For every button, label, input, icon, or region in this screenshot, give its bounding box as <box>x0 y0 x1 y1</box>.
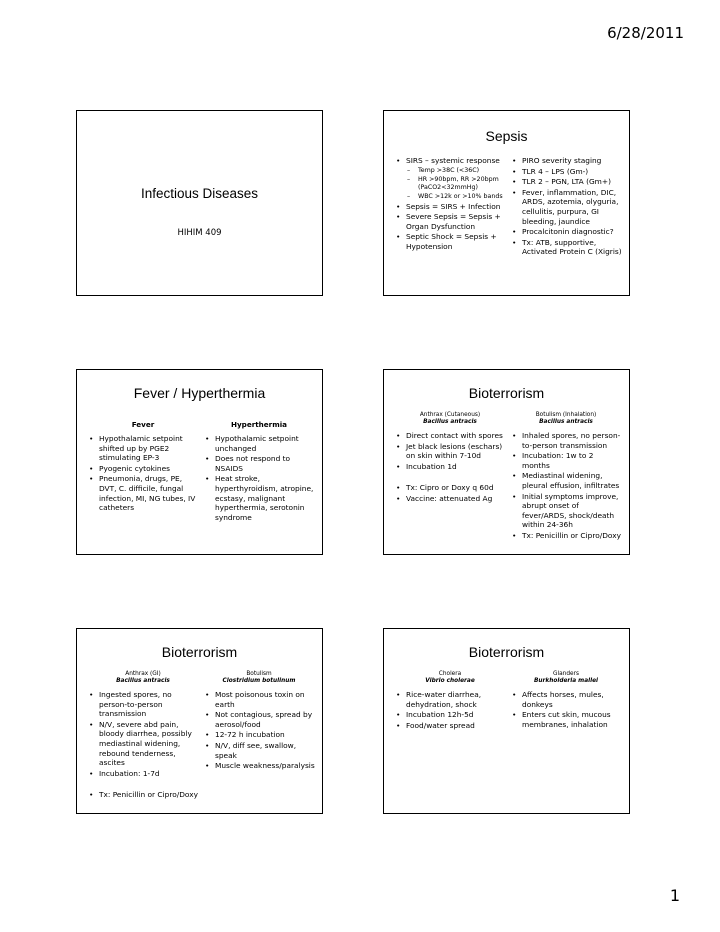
slide-title: Sepsis <box>485 128 528 144</box>
bullet: • Not contagious, spread by aerosol/food <box>203 710 315 729</box>
disease-name: Anthrax (GI) <box>125 671 161 677</box>
sub-bullet: – WBC >12k or >10% bands <box>394 193 506 201</box>
column-heading <box>394 671 506 685</box>
slide-bioterrorism-2 <box>76 628 323 814</box>
bullet: • Rice-water diarrhea, dehydration, shock <box>394 690 506 709</box>
bullet: • Food/water spread <box>394 721 506 731</box>
bullet: • Tx: Penicillin or Cipro/Doxy <box>510 531 622 541</box>
column-heading: Fever <box>131 420 155 429</box>
slide-title: Bioterrorism <box>468 644 545 660</box>
bullet: • Direct contact with spores <box>394 431 506 441</box>
bullet: • TLR 4 – LPS (Gm-) <box>510 167 622 177</box>
bullet: • TLR 2 – PGN, LTA (Gm+) <box>510 177 622 187</box>
slide-title: Bioterrorism <box>161 644 238 660</box>
bullet: • Pyogenic cytokines <box>87 464 199 474</box>
disease-name: Glanders <box>553 671 579 677</box>
slide-title: Bioterrorism <box>468 385 545 401</box>
slide-infectious-diseases <box>76 110 323 296</box>
bullet: • 12-72 h incubation <box>203 730 315 740</box>
bullet: • Sepsis = SIRS + Infection <box>394 202 506 212</box>
column-heading: Hyperthermia <box>230 420 288 429</box>
bullet: • Tx: ATB, supportive, Activated Protein C (Xigris) <box>510 238 622 257</box>
bullet: • Incubation: 1w to 2 months <box>510 451 622 470</box>
slide-title: Infectious Diseases <box>140 186 259 201</box>
bullet: • Hypothalamic setpoint unchanged <box>203 434 315 453</box>
bullet: • N/V, diff see, swallow, speak <box>203 741 315 760</box>
organism-name: Bacillus antracis <box>116 678 170 684</box>
organism-name: Vibrio cholerae <box>425 678 475 684</box>
disease-name: Botulism <box>246 671 272 677</box>
bullet: • Does not respond to NSAIDS <box>203 454 315 473</box>
slide-subtitle: HIHIM 409 <box>177 228 222 238</box>
bullet: • Heat stroke, hyperthyroidism, atropine, ecstasy, malignant hyperthermia, serotonin syndrome <box>203 474 315 522</box>
slide-bioterrorism-3 <box>383 628 630 814</box>
bullet: • Procalcitonin diagnostic? <box>510 227 622 237</box>
bullet: • Most poisonous toxin on earth <box>203 690 315 709</box>
bullet: • Vaccine: attenuated Ag <box>394 494 506 504</box>
column-heading <box>510 671 622 685</box>
bullet: • Affects horses, mules, donkeys <box>510 690 622 709</box>
bullet: • Incubation 1d <box>394 462 506 472</box>
bullet: • N/V, severe abd pain, bloody diarrhea, possibly mediastinal widening, rebound tenderness, ascites <box>87 720 199 768</box>
bullet: • SIRS – systemic response <box>394 156 506 166</box>
organism-name: Bacillus antracis <box>539 419 593 425</box>
bullet: • PIRO severity staging <box>510 156 622 166</box>
page-number: 1 <box>669 886 680 905</box>
bullet: • Incubation 12h-5d <box>394 710 506 720</box>
page-date: 6/28/2011 <box>607 24 684 42</box>
organism-name: Bacillus antracis <box>423 419 477 425</box>
bullet: • Pneumonia, drugs, PE, DVT, C. difficile, fungal infection, MI, NG tubes, IV catheters <box>87 474 199 512</box>
slide-fever-hyperthermia <box>76 369 323 555</box>
bullet: • Septic Shock = Sepsis + Hypotension <box>394 232 506 251</box>
bullet: • Severe Sepsis = Sepsis + Organ Dysfunction <box>394 212 506 231</box>
bullet: • Tx: Cipro or Doxy q 60d <box>394 483 506 493</box>
bullet: • Ingested spores, no person-to-person transmission <box>87 690 199 719</box>
bullet: • Inhaled spores, no person-to-person transmission <box>510 431 622 450</box>
bullet: • Initial symptoms improve, abrupt onset of fever/ARDS, shock/death within 24-36h <box>510 492 622 530</box>
bullet: • Muscle weakness/paralysis <box>203 761 315 771</box>
column-heading <box>394 412 506 426</box>
bullet: • Enters cut skin, mucous membranes, inhalation <box>510 710 622 729</box>
disease-name: Botulism (Inhalation) <box>535 412 597 418</box>
column-heading <box>510 412 622 426</box>
slide-title: Fever / Hyperthermia <box>133 385 266 401</box>
sub-bullet: – HR >90bpm, RR >20bpm (PaCO2<32mmHg) <box>394 176 506 192</box>
slide-bioterrorism-1 <box>383 369 630 555</box>
disease-name: Cholera <box>438 671 462 677</box>
disease-name: Anthrax (Cutaneous) <box>419 412 481 418</box>
sub-bullet: – Temp >38C (<36C) <box>394 167 506 175</box>
bullet: • Fever, inflammation, DIC, ARDS, azotemia, olyguria, cellulitis, purpura, GI bleeding, jaundice <box>510 188 622 226</box>
bullet: • Hypothalamic setpoint shifted up by PGE2 stimulating EP-3 <box>87 434 199 463</box>
organism-name: Burkholderia mallei <box>533 678 599 684</box>
bullet: • Mediastinal widening, pleural effusion, infiltrates <box>510 471 622 490</box>
column-heading <box>87 671 199 685</box>
bullet: • Incubation: 1-7d <box>87 769 199 779</box>
bullet: • Tx: Penicillin or Cipro/Doxy <box>87 790 199 800</box>
bullet: • Jet black lesions (eschars) on skin within 7-10d <box>394 442 506 461</box>
column-heading <box>203 671 315 685</box>
slide-sepsis <box>383 110 630 296</box>
organism-name: Clostridium botulinum <box>222 678 296 684</box>
